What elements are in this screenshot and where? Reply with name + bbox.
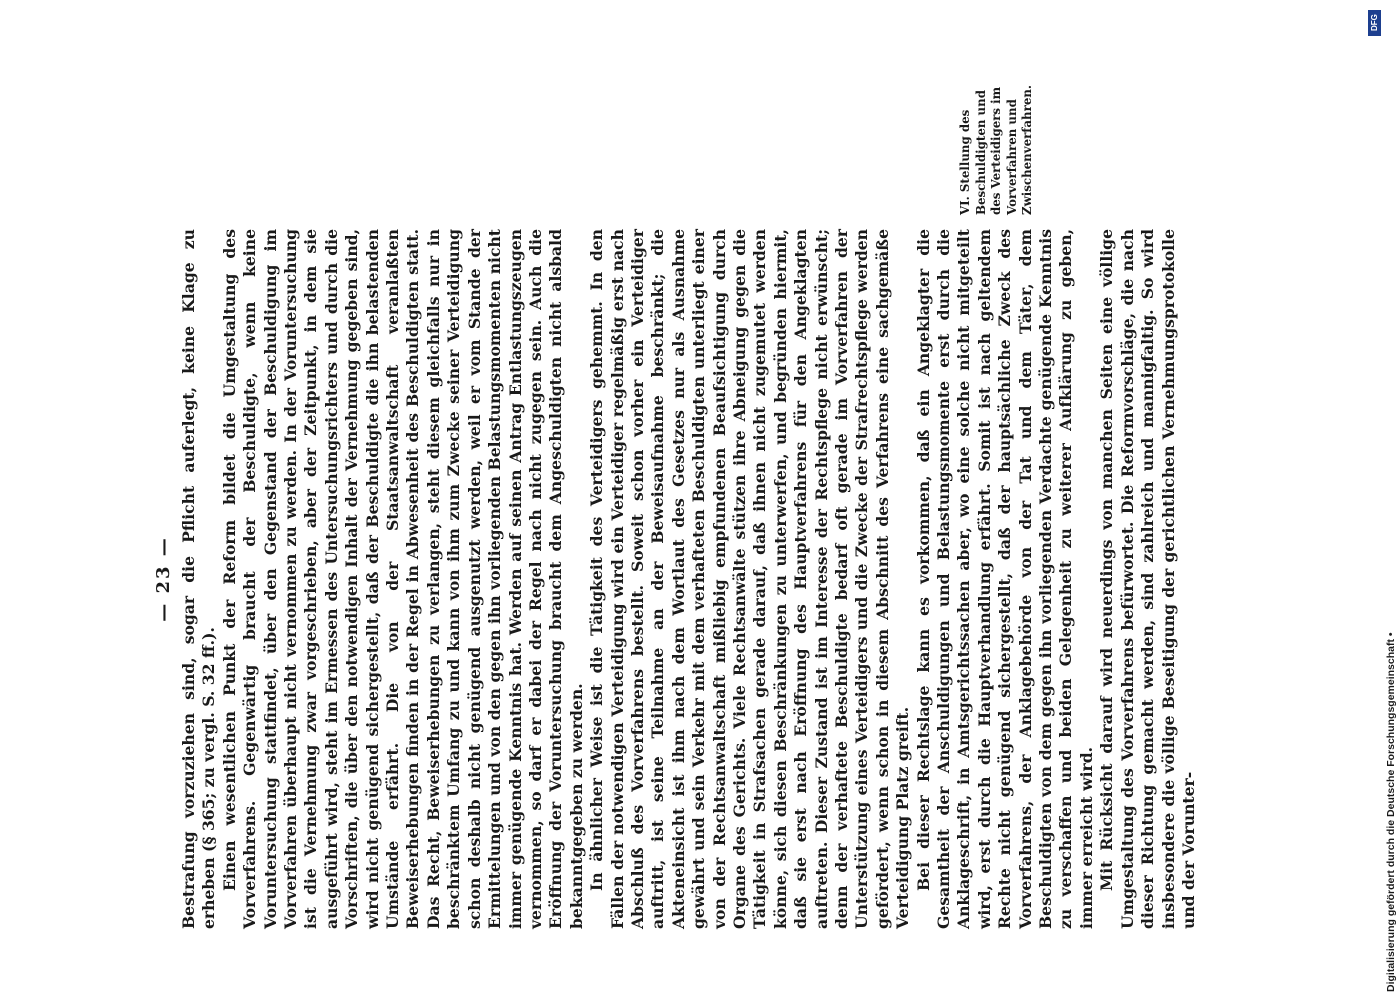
digitization-credit: Digitalisierung gefördert durch die Deutsche Forschungsgemeinschaft • (1385, 632, 1397, 992)
page-number: — 23 — (153, 536, 174, 622)
paragraph: Einen wesentlichen Punkt der Reform bildet die Umgestaltung des Vorverfahrens. Gegenwärtig braucht der Beschuldigte, wenn keine Voruntersuchung stattfindet, über den Gegenstand der Beschuldigung im Vorverfahren überhaupt nicht vernommen zu werden. In der Voruntersuchung ist die Vernehmung zwar vorgeschrieben, aber der Zeitpunkt, in dem sie ausgeführt wird, steht im Ermessen des Untersuchungsrichters und durch die Vorschriften, die über den notwendigen Inhalt der Vernehmung gegeben sind, wird nicht genügend sichergestellt, daß der Beschuldigte die ihn belastenden Umstände erfährt. Die von der Staatsanwaltschaft veranlaßten Beweiserhebungen finden in der Regel in Abwesenheit des Beschuldigten statt. Das Recht, Beweiserhebungen zu verlangen, steht diesem gleichfalls nur in beschränktem Umfang zu und kann von ihm zum Zwecke seiner Verteidigung schon deshalb nicht genügend ausgenutzt werden, weil er vom Stande der Ermittelungen und von den gegen ihn vorliegenden Belastungsmomenten nicht immer genügende Kenntnis hat. Werden auf seinen Antrag Entlastungszeugen vernommen, so darf er dabei der Regel nach nicht zugegen sein. Auch die Eröffnung der Voruntersuchung braucht dem Angeschuldigten nicht alsbald bekanntgegeben zu werden. (219, 229, 586, 929)
margin-note: VI. Stellung des Beschuldigten und des Verteidigers im Vorverfahren und Zwischenverfahren. (958, 84, 1034, 215)
paragraph: Bestrafung vorzuziehen sind, sogar die Pflicht auferlegt, keine Klage zu erheben (§ 365; zu vergl. S. 32 ff.). (179, 229, 219, 929)
paragraph: Mit Rücksicht darauf wird neuerdings von manchen Seiten eine völlige Umgestaltung des Vorverfahrens befürwortet. Die Reformvorschläge, die nach dieser Richtung gemacht werden, sind zahlreich und mannigfaltig. So wird insbesondere die völlige Beseitigung der gerichtlichen Vernehmungsprotokolle und der Vorunter- (1097, 229, 1198, 929)
dfg-logo: DFG (1368, 10, 1381, 36)
paragraph: In ähnlicher Weise ist die Tätigkeit des Verteidigers gehemmt. In den Fällen der notwendigen Verteidigung wird ein Verteidiger regelmäßig erst nach Abschluß des Vorverfahrens bestellt. Soweit schon vorher ein Verteidiger auftritt, ist seine Teilnahme an der Beweisaufnahme beschränkt; die Akteneinsicht ist ihm nach dem Wortlaut des Gesetzes nur als Ausnahme gewährt und sein Verkehr mit dem verhafteten Beschuldigten unterliegt einer von der Rechtsanwaltschaft mißliebig empfundenen Beaufsichtigung durch Organe des Gerichts. Viele Rechtsanwälte stützen ihre Abneigung gegen die Tätigkeit in Strafsachen gerade darauf, daß ihnen nicht zugemutet werden könne, sich diesen Beschränkungen zu unterwerfen, und begründen hiermit, daß sie erst nach Eröffnung des Hauptverfahrens für den Angeklagten auftreten. Dieser Zustand ist im Interesse der Rechtspflege nicht erwünscht; denn der verhaftete Beschuldigte bedarf oft gerade im Vorverfahren der Unterstützung eines Verteidigers und die Zwecke der Strafrechtspflege werden gefördert, wenn schon in diesem Abschnitt des Verfahrens eine sachgemäße Verteidigung Platz greift. (587, 229, 913, 929)
paragraph: Bei dieser Rechtslage kann es vorkommen, daß ein Angeklagter die Gesamtheit der Anschuldigungen und Belastungsmomente erst durch die Anklageschrift, in Amtsgerichtssachen aber, wo eine solche nicht mitgeteilt wird, erst durch die Hauptverhandlung erfährt. Somit ist nach geltendem Rechte nicht genügend sichergestellt, daß der hauptsächliche Zweck des Vorverfahrens, der Anklagebehörde von der Tat und dem Täter, dem Beschuldigten von dem gegen ihn vorliegenden Verdachte genügende Kenntnis zu verschaffen und beiden Gelegenheit zu weiterer Aufklärung zu geben, immer erreicht wird. (913, 229, 1096, 929)
body-text (179, 229, 1199, 929)
